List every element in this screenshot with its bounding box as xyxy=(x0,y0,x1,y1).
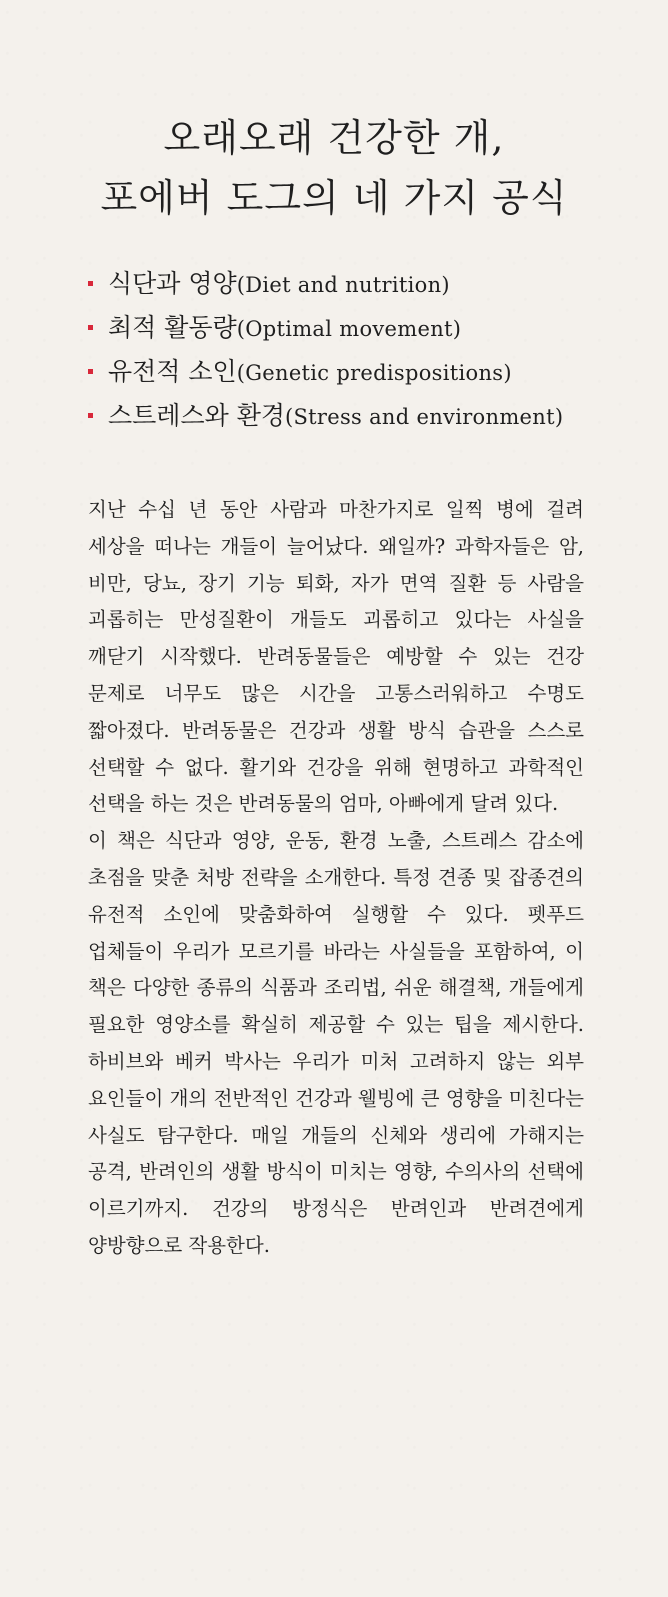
bullet-square-icon xyxy=(88,281,93,286)
formula-item-diet xyxy=(88,262,563,306)
formula-item-en: (Diet and nutrition) xyxy=(236,273,450,297)
formula-item-en: (Stress and environment) xyxy=(285,405,564,429)
body-text xyxy=(88,492,584,1265)
formula-item-en: (Optimal movement) xyxy=(236,317,462,341)
formula-item-genetics xyxy=(88,350,563,394)
title-line-2: 포에버 도그의 네 가지 공식 xyxy=(100,176,568,220)
bullet-square-icon xyxy=(88,325,93,330)
bullet-square-icon xyxy=(88,413,93,418)
body-paragraph-1: 지난 수십 년 동안 사람과 마찬가지로 일찍 병에 걸려 세상을 떠나는 개들이 늘어났다. 왜일까? 과학자들은 암, 비만, 당뇨, 장기 기능 퇴화, 자가 면역 질환 등 사람을 괴롭히는 만성질환이 개들도 괴롭히고 있다는 사실을 깨닫기 시작했다. 반려동물들은 예방할 수 있는 건강 문제로 너무도 많은 시간을 고통스러워하고 수명도 짧아졌다. 반려동물은 건강과 생활 방식 습관을 스스로 선택할 수 없다. 활기와 건강을 위해 현명하고 과학적인 선택을 하는 것은 반려동물의 엄마, 아빠에게 달려 있다. xyxy=(88,498,584,816)
formula-item-movement xyxy=(88,306,563,350)
bullet-square-icon xyxy=(88,369,93,374)
body-paragraph-2: 이 책은 식단과 영양, 운동, 환경 노출, 스트레스 감소에 초점을 맞춘 처방 전략을 소개한다. 특정 견종 및 잡종견의 유전적 소인에 맞춤화하여 실행할 수 있다. 펫푸드 업체들이 우리가 모르기를 바라는 사실들을 포함하여, 이 책은 다양한 종류의 식품과 조리법, 쉬운 해결책, 개들에게 필요한 영양소를 확실히 제공할 수 있는 팁을 제시한다. 하비브와 베커 박사는 우리가 미처 고려하지 않는 외부 요인들이 개의 전반적인 건강과 웰빙에 큰 영향을 미친다는 사실도 탐구한다. 매일 개들의 신체와 생리에 가해지는 공격, 반려인의 생활 방식이 미치는 영향, 수의사의 선택에 이르기까지. 건강의 방정식은 반려인과 반려견에게 양방향으로 작용한다. xyxy=(88,829,584,1257)
formula-item-ko: 최적 활동량 xyxy=(108,313,237,342)
formula-item-en: (Genetic predispositions) xyxy=(236,361,512,385)
formula-item-ko: 식단과 영양 xyxy=(108,269,237,298)
formula-list xyxy=(88,262,563,438)
formula-item-ko: 스트레스와 환경 xyxy=(108,401,285,430)
formula-item-stress xyxy=(88,394,563,438)
title-line-1: 오래오래 건강한 개, xyxy=(163,116,505,160)
formula-item-ko: 유전적 소인 xyxy=(108,357,237,386)
page-title xyxy=(0,108,668,228)
